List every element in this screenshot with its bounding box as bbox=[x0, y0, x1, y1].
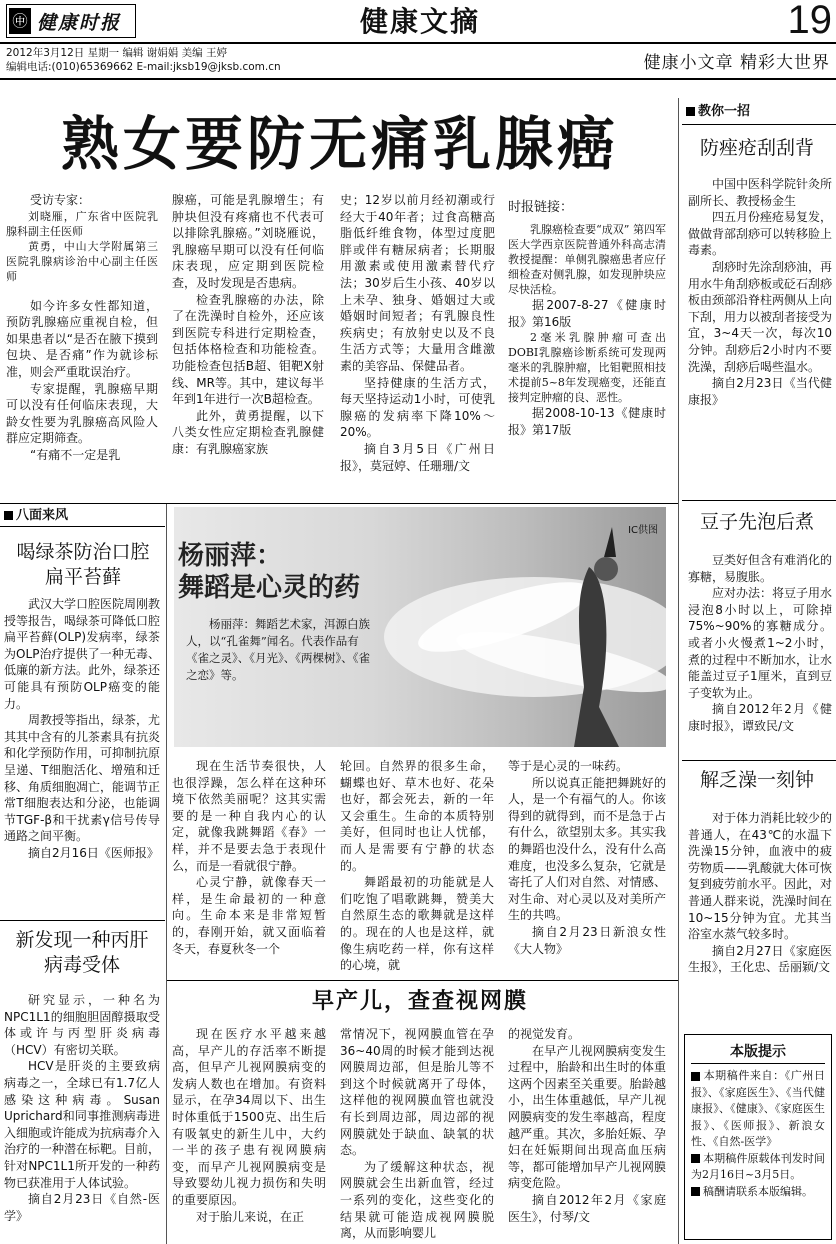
link-item: 2毫米乳腺肿瘤可查出 DOBI乳腺癌诊断系统可发现两毫米的乳腺肿瘤，比钼靶照相技术提前5~8年发现癌变，还能直接判定肿瘤的良、恶性。 bbox=[508, 331, 666, 405]
source-line: 摘自2月23日《当代健康报》 bbox=[688, 376, 832, 407]
paragraph: 为了缓解这种状态，视网膜就会生出新血管，经过一系列的变化，这些变化的结果就可能造成视网膜脱离，从而影响婴儿 bbox=[340, 1159, 494, 1241]
square-bullet-icon bbox=[691, 1154, 700, 1163]
photo-credit: IC供图 bbox=[628, 525, 658, 536]
feature-caption: 杨丽萍：舞蹈艺术家，洱源白族人，以“孔雀舞”闻名。代表作品有《雀之灵》、《月光》、《两棵树》、《雀之恋》等。 bbox=[186, 617, 370, 682]
main-article-col2 bbox=[172, 192, 324, 498]
link-item: 乳腺癌检查要“成双” 第四军医大学西京医院普通外科高志清教授提醒：单侧乳腺癌患者应仔细检查对侧乳腺，如发现肿块应尽快活检。 bbox=[508, 223, 666, 296]
feature-col1 bbox=[172, 758, 326, 974]
source-line: 摘自2012年2月《家庭医生》，付琴/文 bbox=[508, 1192, 666, 1224]
paragraph: 在早产儿视网膜病变发生过程中，胎龄和出生时的体重这两个因素至关重要。胎龄越小，出生体重越低，早产儿视网膜病变的发生率越高，程度越严重。其次，多胎妊娠、孕妇在妊娠期间出现高血压病等，都可能增加早产儿视网膜病变危险。 bbox=[508, 1043, 666, 1191]
right-item-2-title: 豆子先泡后煮 bbox=[700, 511, 815, 533]
notice-item: 本期稿件原载体刊发时间为2月16日~3月5日。 bbox=[691, 1151, 825, 1181]
link-source: 据2007-8-27《健康时报》第16版 bbox=[508, 298, 666, 329]
paragraph: 武汉大学口腔医院周刚教授等报告，喝绿茶可降低口腔扁平苔藓(OLP)发病率，绿茶为OLP治疗提供了一种无毒、低廉的新方法。此外，绿茶还可能具有预防OLP癌变的能力。 bbox=[4, 597, 160, 711]
feature-headline: 舞蹈是心灵的药 bbox=[178, 573, 361, 603]
square-bullet-icon bbox=[691, 1072, 700, 1081]
left-item-1-title: 喝绿茶防治口腔扁平苔藓 bbox=[16, 541, 150, 588]
paragraph: 坚持健康的生活方式，每天坚持运动1小时，可使乳腺癌的发病率下降10%～20%。 bbox=[340, 375, 495, 440]
source-line: 摘自2月16日《医师报》 bbox=[28, 845, 159, 860]
right-item-1-title: 防痤疮刮刮背 bbox=[700, 137, 815, 159]
logo-text: 健康时报 bbox=[37, 11, 122, 34]
source-line: 摘自2月27日《家庭医生报》，王化忠、岳丽颖/文 bbox=[688, 943, 832, 975]
paragraph: 等于是心灵的一味药。 bbox=[508, 759, 629, 773]
feature-headline-name: 杨丽萍： bbox=[178, 541, 283, 571]
notice-item: 稿酬请联系本版编辑。 bbox=[703, 1184, 813, 1198]
notice-box bbox=[684, 1034, 832, 1240]
left-item-2-body bbox=[4, 992, 160, 1244]
paragraph: 史；12岁以前月经初潮或行经大于40年者；过食高糖高脂低纤维食物，体型过度肥胖或伴有糖尿病者；长期服用激素或使用激素替代疗法；30岁后生小孩、40岁以上未孕、独身、婚姻过大或婚姻时间短者；有乳腺良性疾病史；有放射史以及不良生活方式等；大量用含雌激素的美容品、保健品者。 bbox=[340, 193, 495, 373]
paragraph: 所以说真正能把舞跳好的人，是一个有福气的人。你该得到的就得到，而不是急于占有什么，欲望别太多。其实我的舞蹈也没什么，没有什么高难度，也没多么复杂，它就是寄托了人们对自然、对情感、对生命、对心灵以及对美所产生的共鸣。 bbox=[508, 775, 666, 923]
paragraph: 中国中医科学院针灸所副所长、教授杨金生 bbox=[688, 177, 832, 208]
paragraph: 常情况下，视网膜血管在孕36~40周的时候才能到达视网膜周边部，但是胎儿等不到这个时候就离开了母体，这样他的视网膜血管也就没有长到周边部，周边部的视网膜就处于缺血、缺氧的状态。 bbox=[340, 1027, 494, 1158]
right-item-2-body bbox=[688, 552, 832, 756]
paragraph: 对于胎儿来说，在正 bbox=[196, 1209, 305, 1224]
square-bullet-icon bbox=[691, 1187, 700, 1196]
date-line: 2012年3月12日 星期一 编辑 谢娟娟 美编 王婷 bbox=[6, 47, 227, 59]
bottom-article-title: 早产儿，查查视网膜 bbox=[311, 989, 528, 1014]
paragraph: 心灵宁静，就像春天一样，是生命最初的一种意向。生命本来是非常短暂的，春刚开始，就又面临着冬天，春夏秋冬一个 bbox=[172, 875, 326, 956]
source-line: 摘自2月23日新浪女性《大人物》 bbox=[508, 924, 666, 956]
paragraph: 腺癌，可能是乳腺增生；有肿块但没有疼痛也不代表可以排除乳腺癌。”刘晓雁说，乳腺癌早期可以没有任何临床表现，应定期到医院检查，及时发现是否患病。 bbox=[172, 193, 324, 290]
source-line: 摘自2月23日《自然-医学》 bbox=[4, 1192, 160, 1223]
source-line: 摘自3月5日《广州日报》，莫冠婷、任珊珊/文 bbox=[340, 441, 495, 473]
expert-heading: 受访专家： bbox=[30, 193, 91, 207]
right-section-header bbox=[686, 103, 832, 121]
paragraph: 专家提醒，乳腺癌早期可以没有任何临床表现，大龄女性要为乳腺癌高风险人群应定期筛查。 bbox=[6, 381, 158, 446]
notice-item: 本期稿件来自：《广州日报》、《家庭医生》、《当代健康报》、《健康》、《家庭医生报》、《医师报》、新浪女性、《自然-医学》 bbox=[691, 1069, 825, 1148]
left-item-1-body bbox=[4, 596, 160, 918]
paragraph: “有痛不一定是乳 bbox=[30, 447, 121, 462]
bottom-col1 bbox=[172, 1026, 326, 1244]
square-bullet-icon bbox=[686, 107, 695, 116]
times-link-box bbox=[508, 192, 666, 498]
notice-title: 本版提示 bbox=[691, 1041, 825, 1064]
paragraph: 研究显示，一种名为NPC1L1的细胞胆固醇摄取受体或许与丙型肝炎病毒（HCV）有密切关联。 bbox=[4, 993, 160, 1057]
feature-col2 bbox=[340, 758, 494, 974]
right-item-3-body bbox=[688, 810, 832, 1024]
expert-1: 刘晓雁，广东省中医院乳腺科副主任医师 bbox=[6, 209, 158, 238]
logo bbox=[6, 4, 136, 38]
paragraph: HCV是肝炎的主要致病病毒之一，全球已有1.7亿人感染这种病毒。Susan Uprichard和同事推测病毒进入细胞或许能成为抗病毒介入治疗的一种潜在标靶。目前，针对NPC1L1所开发的一种药物已获准用于人体试验。 bbox=[4, 1059, 160, 1190]
right-item-3-title: 解乏澡一刻钟 bbox=[700, 769, 815, 791]
paragraph: 豆类好但含有难消化的寡糖，易腹胀。 bbox=[688, 553, 832, 584]
paragraph: 应对办法：将豆子用水浸泡8小时以上，可除掉75%~90%的寡糖成分。或者小火慢煮1~2小时，煮的过程中不断加水，让水能盖过豆子1厘米，直到豆子变软为止。 bbox=[688, 586, 832, 700]
logo-icon: ㊥ bbox=[9, 8, 31, 34]
link-source: 据2008-10-13《健康时报》第17版 bbox=[508, 406, 666, 437]
paragraph: 如今许多女性都知道，预防乳腺癌应重视自检，但如果患者以“是否在腋下摸到包块、是否痛”作为就诊标准，则会严重耽误治疗。 bbox=[6, 298, 158, 379]
notice-body bbox=[685, 1064, 831, 1204]
expert-2: 黄勇，中山大学附属第三医院乳腺病诊治中心副主任医师 bbox=[6, 239, 158, 283]
paragraph: 的视觉发育。 bbox=[508, 1027, 581, 1041]
right-item-1-body bbox=[688, 176, 832, 496]
left-section-label: 八面来风 bbox=[16, 508, 69, 523]
slogan: 健康小文章 精彩大世界 bbox=[643, 53, 830, 73]
bottom-col3 bbox=[508, 1026, 666, 1244]
paragraph: 现在医疗水平越来越高，早产儿的存活率不断提高，但早产儿视网膜病变的发病人数也在增加。有资料显示，在孕34周以下、出生时体重低于1500克、出生后有吸氧史的新生儿中，大约一半的孩子患有视网膜病变，而早产儿视网膜病变是导致婴幼儿视力损伤和失明的重要原因。 bbox=[172, 1027, 326, 1207]
source-line: 摘自2012年2月《健康时报》，谭致民/文 bbox=[688, 702, 832, 733]
paragraph: 检查乳腺癌的办法，除了在洗澡时自检外，还应该到医院专科进行定期检查，包括体格检查和功能检查。功能检查包括B超、钼靶X射线、MR等。其中，建议每半年到1年进行一次B超检查。 bbox=[172, 292, 324, 407]
page-number: 19 bbox=[787, 0, 832, 42]
contact-line: 编辑电话:(010)65369662 E-mail:jksb19@jksb.com.cn bbox=[6, 61, 281, 73]
main-article-col1 bbox=[6, 192, 158, 498]
paragraph: 四五月份痤疮易复发，做做背部刮痧可以转移脸上毒素。 bbox=[688, 210, 832, 258]
section-title: 健康文摘 bbox=[359, 5, 480, 38]
masthead bbox=[0, 0, 836, 80]
paragraph: 刮痧时先涂刮痧油，再用水牛角刮痧板或砭石刮痧板由颈部沿脊柱两侧从上向下刮，用力以被刮者接受为宜，3~4天一次，每次10分钟。刮痧后2小时内不要洗澡，刮痧后喝些温水。 bbox=[688, 259, 832, 374]
paragraph: 现在生活节奏很快，人也很浮躁，怎么样在这种环境下依然美丽呢？这其实需要的是一种自我内心的认定，就像我跳舞蹈《春》一样，并不是要去急于表现什么，而是一看就很宁静。 bbox=[172, 759, 326, 873]
square-bullet-icon bbox=[4, 511, 13, 520]
paragraph: 轮回。自然界的很多生命，蝴蝶也好、草木也好、花朵也好，都会死去，新的一年又会重生。生命的本质特别美好，但同时也让人忧郁，而人是需要有宁静的状态的。 bbox=[340, 759, 494, 873]
paragraph: 对于体力消耗比较少的普通人，在43℃的水温下洗澡15分钟，血液中的疲劳物质——乳酸就大体可恢复到疲劳前水平。因此，对普通人群来说，洗澡时间在10~15分钟为宜。尤其当浴室水蒸气较多时。 bbox=[688, 811, 832, 942]
paragraph: 舞蹈最初的功能就是人们吃饱了唱歌跳舞，赞美大自然原生态的歌舞就是这样的。现在的人也是这样，就像生病吃药一样，你有这样的心境，就 bbox=[340, 875, 494, 973]
paragraph: 此外，黄勇提醒，以下八类女性应定期检查乳腺健康：有乳腺癌家族 bbox=[172, 408, 324, 456]
feature-col3 bbox=[508, 758, 666, 974]
left-item-2-title: 新发现一种丙肝病毒受体 bbox=[15, 929, 149, 976]
main-article-title: 熟女要防无痛乳腺癌 bbox=[60, 110, 619, 178]
right-section-label: 教你一招 bbox=[698, 104, 751, 119]
bottom-col2 bbox=[340, 1026, 494, 1244]
main-article-col3 bbox=[340, 192, 495, 498]
times-link-title: 时报链接： bbox=[508, 200, 574, 215]
paragraph: 周教授等指出，绿茶，尤其其中含有的儿茶素具有抗炎和化学预防作用，可抑制抗原呈递、T细胞活化、增殖和迁移、角质细胞凋亡，能调节正常T细胞表达和分泌，也能调节TGF-β和干扰素γ信号传导通路之间平衡。 bbox=[4, 713, 160, 844]
left-section-header bbox=[4, 507, 164, 525]
